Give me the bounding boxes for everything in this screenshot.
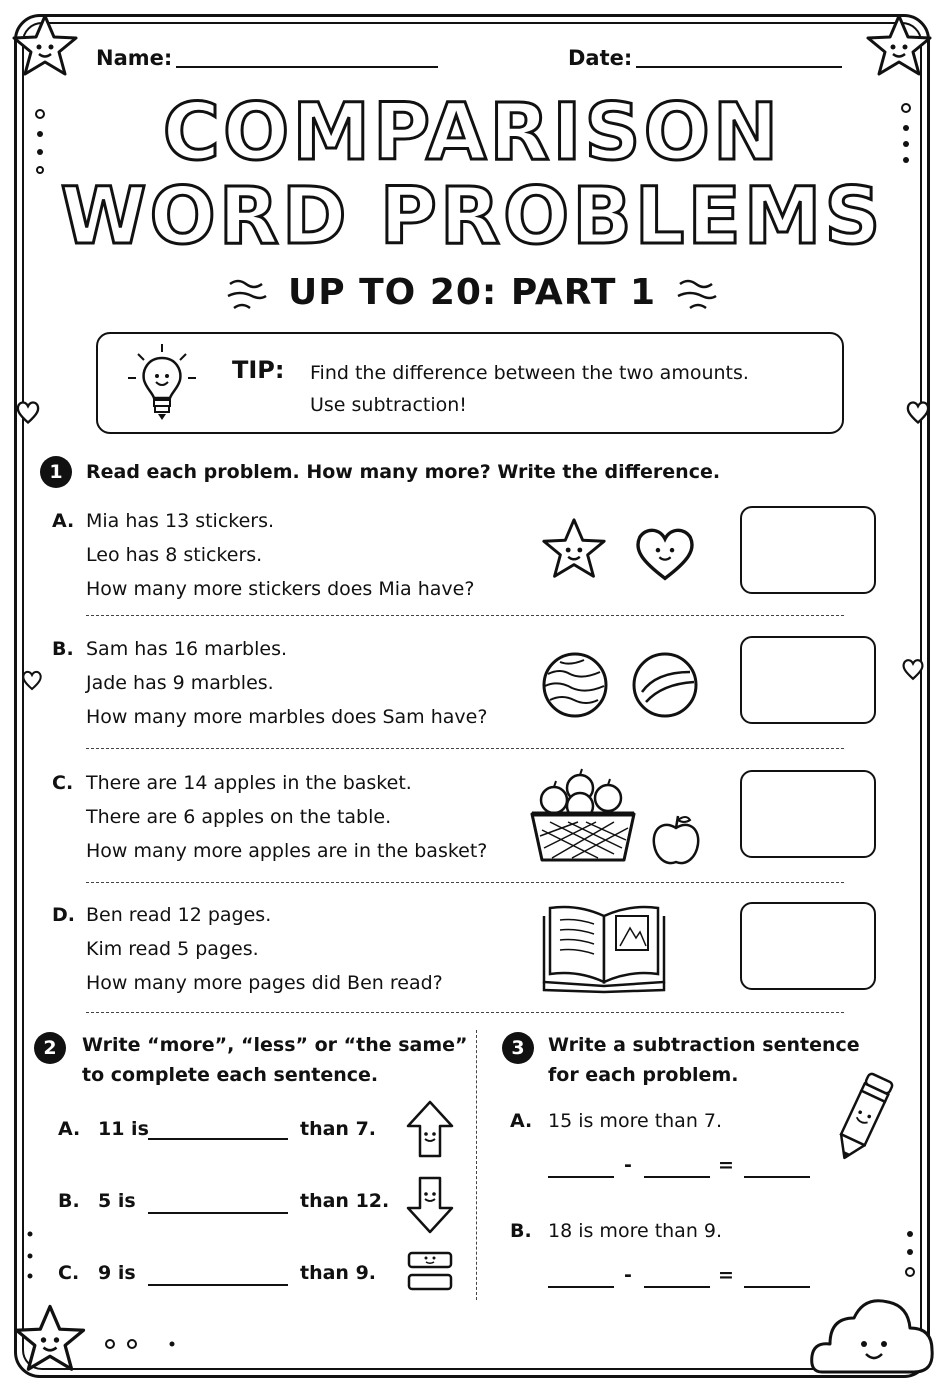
heart-decoration-icon <box>904 398 932 426</box>
answer-blank[interactable] <box>148 1138 288 1140</box>
problem-letter: D. <box>52 904 75 926</box>
sentence-start: 5 is <box>98 1190 136 1212</box>
problem-question: How many more stickers does Mia have? <box>86 578 475 600</box>
dots-decoration-icon <box>16 1228 46 1288</box>
star-corner-icon <box>8 10 82 84</box>
section2-instruction-line2: to complete each sentence. <box>82 1064 379 1086</box>
name-label: Name: <box>96 46 173 70</box>
star-sticker-icon <box>536 514 612 586</box>
item-text: 15 is more than 7. <box>548 1110 723 1132</box>
date-label: Date: <box>568 46 633 70</box>
problem-text: Ben read 12 pages. <box>86 904 272 926</box>
section1-instruction: Read each problem. How many more? Write the difference. <box>86 461 721 483</box>
section3-instruction-line2: for each problem. <box>548 1064 739 1086</box>
sentence-end: than 7. <box>300 1118 377 1140</box>
item-letter: C. <box>58 1262 80 1284</box>
equal-sign-icon <box>406 1250 454 1292</box>
item-text: 18 is more than 9. <box>548 1220 723 1242</box>
section3-instruction-line1: Write a subtraction sentence <box>548 1034 860 1056</box>
answer-blank[interactable] <box>644 1286 710 1288</box>
dots-decoration-icon <box>100 1334 190 1354</box>
answer-box[interactable] <box>740 636 876 724</box>
lightbulb-icon <box>124 340 200 428</box>
page-subtitle: UP TO 20: PART 1 <box>287 272 657 313</box>
section-number-badge: 3 <box>502 1032 534 1064</box>
item-letter: B. <box>510 1220 532 1242</box>
problem-text: Mia has 13 stickers. <box>86 510 275 532</box>
problem-letter: B. <box>52 638 74 660</box>
problem-text: There are 14 apples in the basket. <box>86 772 412 794</box>
sentence-start: 9 is <box>98 1262 136 1284</box>
item-letter: A. <box>510 1110 533 1132</box>
answer-blank[interactable] <box>148 1212 288 1214</box>
answer-box[interactable] <box>740 902 876 990</box>
divider <box>86 882 844 883</box>
item-letter: B. <box>58 1190 80 1212</box>
up-arrow-icon <box>404 1098 456 1160</box>
down-arrow-icon <box>404 1174 456 1236</box>
tip-text-line1: Find the difference between the two amounts. <box>310 362 749 384</box>
minus-sign: - <box>624 1154 632 1176</box>
answer-blank[interactable] <box>744 1286 810 1288</box>
problem-letter: C. <box>52 772 74 794</box>
problem-text: Kim read 5 pages. <box>86 938 259 960</box>
section2-instruction-line1: Write “more”, “less” or “the same” <box>82 1034 468 1056</box>
divider <box>86 615 844 616</box>
tip-label: TIP: <box>232 356 285 384</box>
apple-icon <box>650 812 702 868</box>
sparkle-lines-icon <box>226 276 270 316</box>
heart-decoration-icon <box>900 656 926 682</box>
section-number-badge: 1 <box>40 456 72 488</box>
sentence-end: than 12. <box>300 1190 390 1212</box>
problem-letter: A. <box>52 510 75 532</box>
divider <box>86 748 844 749</box>
answer-box[interactable] <box>740 770 876 858</box>
section-number-badge: 2 <box>34 1032 66 1064</box>
problem-question: How many more marbles does Sam have? <box>86 706 488 728</box>
problem-text: Leo has 8 stickers. <box>86 544 263 566</box>
equals-sign: = <box>718 1154 734 1176</box>
answer-blank[interactable] <box>744 1176 810 1178</box>
item-letter: A. <box>58 1118 81 1140</box>
page-title-line1: COMPARISON <box>162 88 782 178</box>
answer-blank[interactable] <box>548 1176 614 1178</box>
problem-text: Sam has 16 marbles. <box>86 638 288 660</box>
star-corner-icon <box>10 1300 90 1380</box>
dots-decoration-icon <box>896 1228 926 1288</box>
minus-sign: - <box>624 1264 632 1286</box>
answer-box[interactable] <box>740 506 876 594</box>
pencil-icon <box>828 1070 898 1166</box>
marble-icon <box>630 650 700 720</box>
sentence-start: 11 is <box>98 1118 149 1140</box>
tip-text-line2: Use subtraction! <box>310 394 467 416</box>
sentence-end: than 9. <box>300 1262 377 1284</box>
answer-blank[interactable] <box>548 1286 614 1288</box>
problem-text: There are 6 apples on the table. <box>86 806 392 828</box>
problem-question: How many more pages did Ben read? <box>86 972 443 994</box>
marble-icon <box>540 650 610 720</box>
heart-decoration-icon <box>20 668 44 692</box>
divider <box>86 1012 844 1013</box>
date-field[interactable] <box>636 66 842 68</box>
name-field[interactable] <box>176 66 438 68</box>
heart-sticker-icon <box>630 522 700 584</box>
heart-decoration-icon <box>14 398 42 426</box>
section-divider <box>476 1030 477 1300</box>
page-title-line2: WORD PROBLEMS <box>60 172 884 262</box>
apple-basket-icon <box>528 766 638 866</box>
problem-question: How many more apples are in the basket? <box>86 840 488 862</box>
answer-blank[interactable] <box>644 1176 710 1178</box>
answer-blank[interactable] <box>148 1284 288 1286</box>
open-book-icon <box>540 902 668 994</box>
star-corner-icon <box>862 10 936 84</box>
sparkle-lines-icon <box>676 276 720 316</box>
problem-text: Jade has 9 marbles. <box>86 672 274 694</box>
cloud-corner-icon <box>808 1288 938 1382</box>
equals-sign: = <box>718 1264 734 1286</box>
